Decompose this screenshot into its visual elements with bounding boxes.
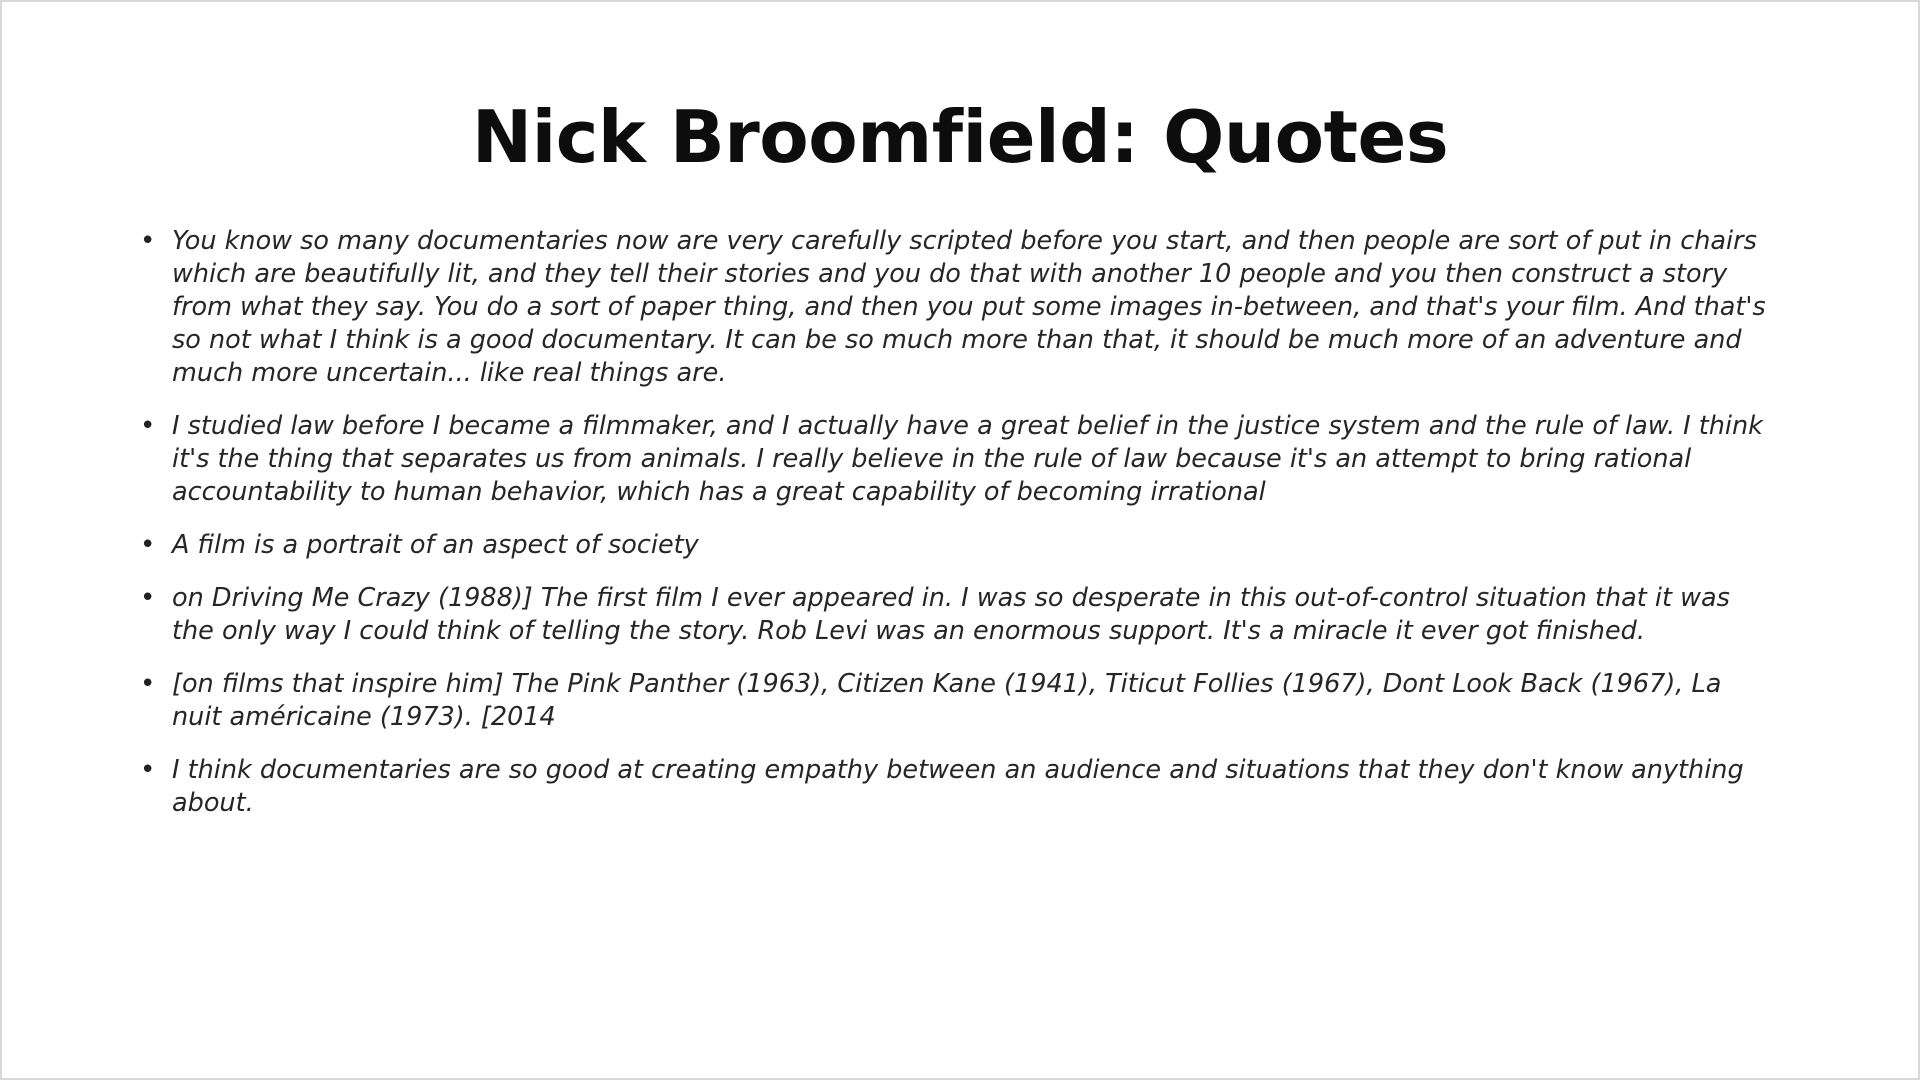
list-item xyxy=(140,668,1768,734)
quote-text: I studied law before I became a filmmaker, and I actually have a great belief in the justice system and the rule of law. I think it's the thing that separates us from animals. I really believe in the rule of law because it's an attempt to bring rational accountability to human behavior, which has a great capability of becoming irrational xyxy=(172,411,1763,508)
list-item xyxy=(140,410,1768,509)
quote-text: You know so many documentaries now are very carefully scripted before you start, and then people are sort of put in chairs which are beautifully lit, and they tell their stories and you do that with another 10 people and you then construct a story from what they say. You do a sort of paper thing, and then you put some images in-between, and that's your film. And that's so not what I think is a good documentary. It can be so much more than that, it should be much more of an adventure and much more uncertain... like real things are. xyxy=(172,226,1766,389)
bullet-icon: • xyxy=(140,226,156,257)
bullet-icon: • xyxy=(140,755,156,786)
quote-list xyxy=(2,177,1918,820)
quote-text: A film is a portrait of an aspect of society xyxy=(172,530,699,561)
bullet-icon: • xyxy=(140,530,156,561)
bullet-icon: • xyxy=(140,411,156,442)
quote-text: I think documentaries are so good at creating empathy between an audience and situations that they don't know anything about. xyxy=(172,755,1744,819)
page-title: Nick Broomfield: Quotes xyxy=(471,95,1449,179)
bullet-icon: • xyxy=(140,583,156,614)
quote-text: [on films that inspire him] The Pink Panther (1963), Citizen Kane (1941), Titicut Follies (1967), Dont Look Back (1967), La nuit américaine (1973). [2014 xyxy=(172,669,1722,733)
list-item xyxy=(140,529,1768,562)
quote-text: on Driving Me Crazy (1988)] The first film I ever appeared in. I was so desperate in this out-of-control situation that it was the only way I could think of telling the story. Rob Levi was an enormous support. It's a miracle it ever got finished. xyxy=(172,583,1730,647)
list-item xyxy=(140,225,1768,390)
list-item xyxy=(140,582,1768,648)
bullet-icon: • xyxy=(140,669,156,700)
list-item xyxy=(140,754,1768,820)
